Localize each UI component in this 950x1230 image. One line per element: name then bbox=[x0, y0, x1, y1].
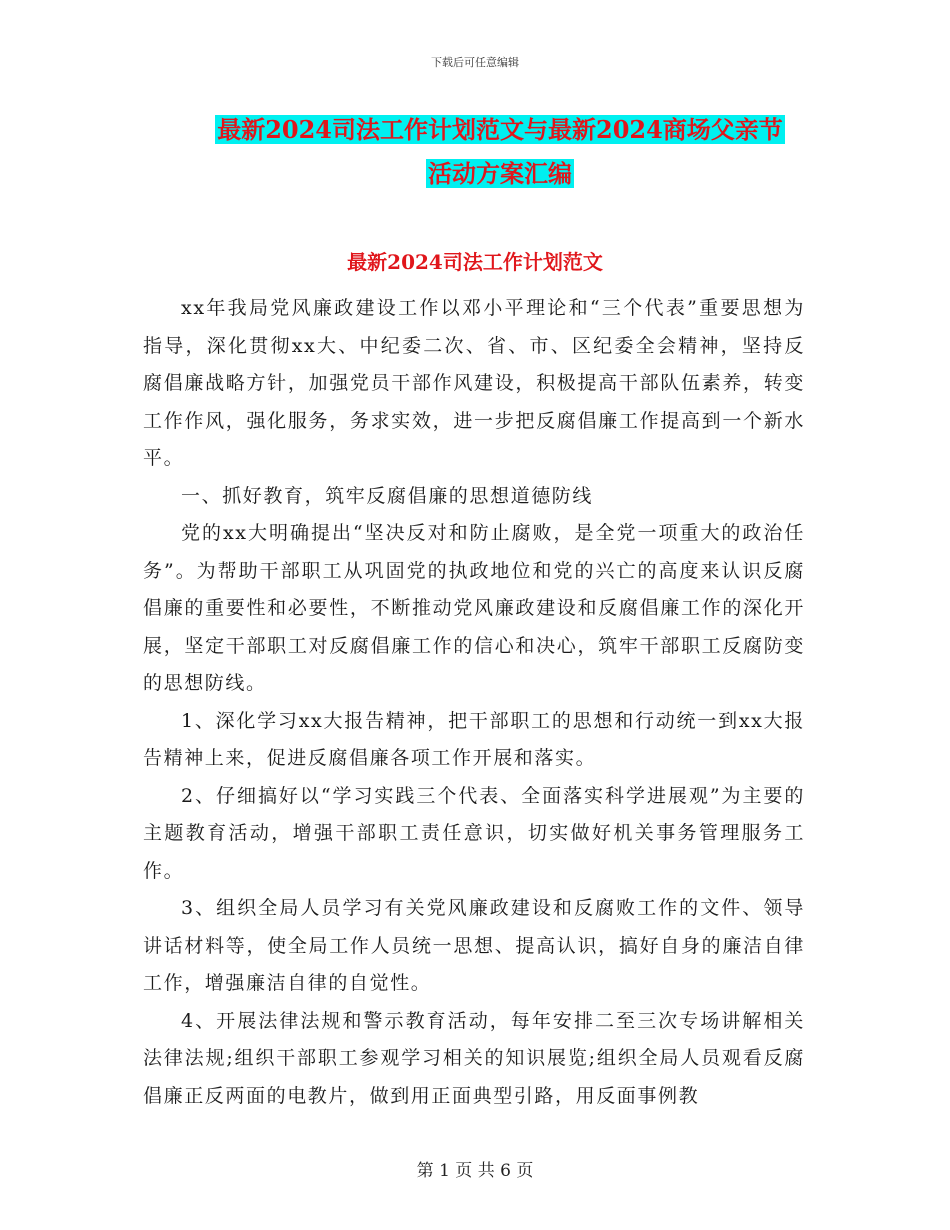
page-number: 第 1 页 共 6 页 bbox=[416, 1161, 534, 1181]
header-note: 下载后可任意编辑 bbox=[431, 56, 519, 69]
body-heading-1: 一、抓好教育，筑牢反腐倡廉的思想道德防线 bbox=[181, 484, 594, 507]
document-body bbox=[143, 290, 805, 1115]
body-paragraph: 党的xx大明确提出“坚决反对和防止腐败，是全党一项重大的政治任务”。为帮助干部职工从巩固党的执政地位和党的兴亡的高度来认识反腐倡廉的重要性和必要性，不断推动党风廉政建设和反腐倡廉工作的深化开展，坚定干部职工对反腐倡廉工作的信心和决心，筑牢干部职工反腐防变的思想防线。 bbox=[143, 522, 805, 694]
section-title: 最新2024司法工作计划范文 bbox=[347, 250, 603, 274]
document-title-line1: 最新2024司法工作计划范文与最新2024商场父亲节 bbox=[217, 115, 783, 144]
body-list-item-4: 4、开展法律法规和警示教育活动，每年安排二至三次专场讲解相关法律法规;组织干部职工参观学习相关的知识展览;组织全局人员观看反腐倡廉正反两面的电教片，做到用正面典型引路，用反面事例教 bbox=[143, 1009, 805, 1107]
body-list-item-1: 1、深化学习xx大报告精神，把干部职工的思想和行动统一到xx大报告精神上来，促进反腐倡廉各项工作开展和落实。 bbox=[143, 709, 805, 769]
body-list-item-3: 3、组织全局人员学习有关党风廉政建设和反腐败工作的文件、领导讲话材料等，使全局工作人员统一思想、提高认识，搞好自身的廉洁自律工作，增强廉洁自律的自觉性。 bbox=[143, 897, 805, 994]
body-list-item-2: 2、仔细搞好以“学习实践三个代表、全面落实科学进展观”为主要的主题教育活动，增强干部职工责任意识，切实做好机关事务管理服务工作。 bbox=[143, 784, 805, 882]
body-paragraph-intro: xx年我局党风廉政建设工作以邓小平理论和“三个代表”重要思想为指导，深化贯彻xx大、中纪委二次、省、市、区纪委全会精神，坚持反腐倡廉战略方针，加强党员干部作风建设，积极提高干部队伍素养，转变工作作风，强化服务，务求实效，进一步把反腐倡廉工作提高到一个新水平。 bbox=[143, 297, 805, 469]
document-title-line2: 活动方案汇编 bbox=[428, 159, 572, 188]
document-title bbox=[150, 108, 850, 196]
